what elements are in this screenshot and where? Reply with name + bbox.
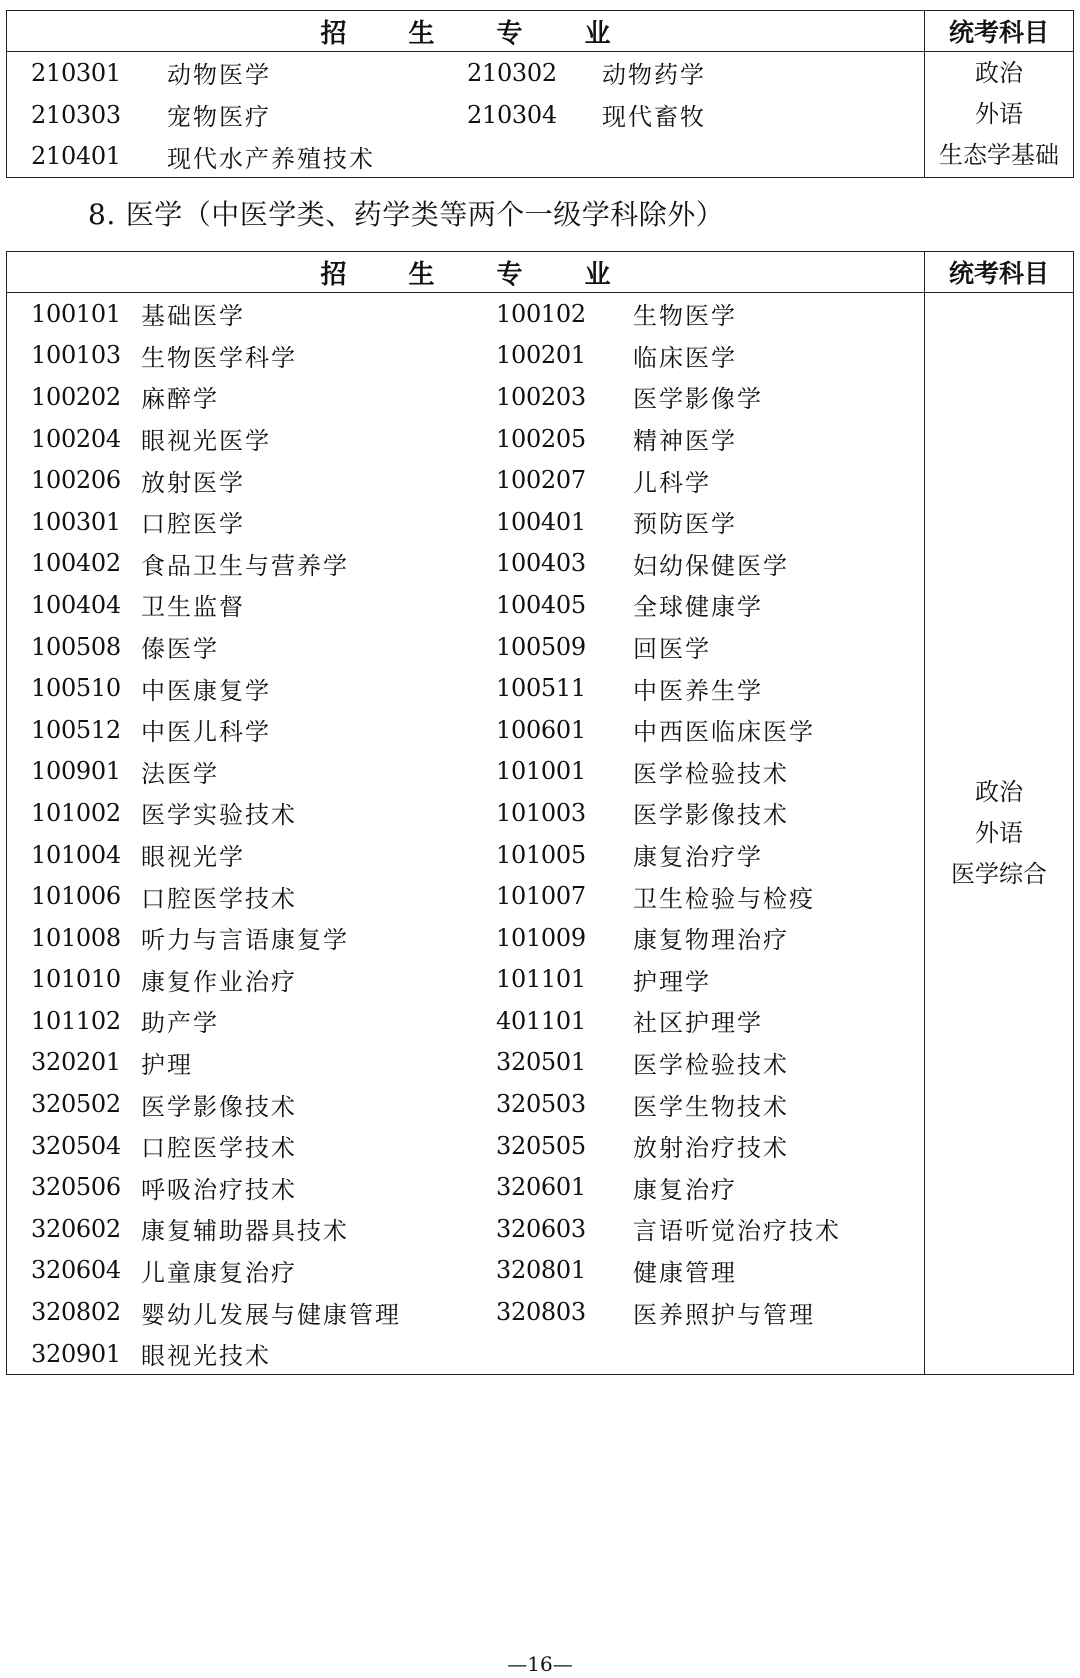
table-row [7, 543, 924, 585]
major-code: 100201 [496, 341, 586, 370]
header-char: 招 [320, 259, 347, 290]
table-row [7, 959, 924, 1001]
major-code: 100402 [31, 549, 121, 578]
table-row [7, 135, 924, 177]
table-row [7, 94, 924, 136]
major-code: 100204 [31, 424, 121, 453]
major-code: 101101 [496, 965, 586, 994]
major-name: 护理 [141, 1050, 193, 1079]
major-name: 康复治疗 [633, 1175, 737, 1204]
major-name: 现代畜牧 [602, 103, 706, 132]
table-row [7, 709, 924, 751]
major-name: 医学影像技术 [633, 801, 789, 830]
major-name: 基础医学 [141, 302, 245, 331]
table-row [7, 751, 924, 793]
major-name: 口腔医学技术 [141, 884, 297, 913]
subjects-header: 统考科目 [925, 11, 1074, 52]
major-name: 傣医学 [141, 635, 219, 664]
major-name: 食品卫生与营养学 [141, 551, 349, 580]
major-name: 预防医学 [633, 510, 737, 539]
major-name: 麻醉学 [141, 385, 219, 414]
header-char: 生 [408, 18, 435, 49]
major-name: 口腔医学 [141, 510, 245, 539]
major-name: 妇幼保健医学 [633, 551, 789, 580]
major-code: 101007 [496, 882, 586, 911]
table-row [7, 1166, 924, 1208]
major-name: 中医康复学 [141, 676, 271, 705]
major-code: 210302 [467, 58, 557, 87]
table-row [7, 1000, 924, 1042]
major-name: 中医儿科学 [141, 718, 271, 747]
major-code: 101003 [496, 798, 586, 827]
major-code: 320601 [496, 1173, 586, 1202]
table-row [7, 1208, 924, 1250]
majors-header [7, 252, 925, 293]
major-code: 100511 [496, 674, 586, 703]
major-name: 中西医临床医学 [633, 718, 815, 747]
major-code: 101001 [496, 757, 586, 786]
table-row [7, 1291, 924, 1333]
table-row [7, 501, 924, 543]
major-code: 320604 [31, 1256, 121, 1285]
major-code: 100404 [31, 590, 121, 619]
table-row [7, 293, 924, 335]
table-row [7, 626, 924, 668]
table-row [7, 792, 924, 834]
major-code: 320501 [496, 1048, 586, 1077]
exam-subject: 政治 [975, 59, 1023, 88]
major-code: 101004 [31, 840, 121, 869]
major-name: 眼视光医学 [141, 427, 271, 456]
major-code: 100901 [31, 757, 121, 786]
major-code: 100206 [31, 466, 121, 495]
major-name: 卫生检验与检疫 [633, 884, 815, 913]
major-name: 护理学 [633, 967, 711, 996]
exam-subjects [925, 52, 1074, 178]
major-code: 101010 [31, 965, 121, 994]
major-name: 动物医学 [167, 61, 271, 90]
major-name: 放射医学 [141, 468, 245, 497]
table-row [7, 1042, 924, 1084]
major-code: 320504 [31, 1131, 121, 1160]
major-name: 医学影像技术 [141, 1092, 297, 1121]
major-code: 320801 [496, 1256, 586, 1285]
major-code: 320803 [496, 1298, 586, 1327]
major-code: 320201 [31, 1048, 121, 1077]
major-name: 口腔医学技术 [141, 1134, 297, 1163]
exam-subject: 生态学基础 [939, 141, 1059, 170]
major-code: 100403 [496, 549, 586, 578]
major-name: 生物医学科学 [141, 343, 297, 372]
major-name: 儿童康复治疗 [141, 1258, 297, 1287]
major-name: 卫生监督 [141, 593, 245, 622]
major-name: 医学实验技术 [141, 801, 297, 830]
major-code: 100601 [496, 715, 586, 744]
section-title-text: 医学（中医学类、药学类等两个一级学科除外） [125, 198, 725, 231]
major-code: 100102 [496, 299, 586, 328]
majors-header [7, 11, 925, 52]
major-code: 320603 [496, 1214, 586, 1243]
major-code: 100512 [31, 715, 121, 744]
exam-subject: 医学综合 [951, 860, 1047, 889]
major-code: 210401 [31, 142, 121, 171]
major-code: 320505 [496, 1131, 586, 1160]
exam-subject: 外语 [975, 819, 1023, 848]
major-name: 放射治疗技术 [633, 1134, 789, 1163]
table-row [7, 1083, 924, 1125]
specialty-table-medicine [6, 251, 1074, 1375]
header-char: 业 [584, 259, 611, 290]
major-name: 助产学 [141, 1009, 219, 1038]
major-name: 婴幼儿发展与健康管理 [141, 1300, 401, 1329]
major-code: 320502 [31, 1090, 121, 1119]
major-code: 100202 [31, 382, 121, 411]
header-char: 专 [496, 18, 523, 49]
exam-subject: 政治 [975, 778, 1023, 807]
major-name: 眼视光技术 [141, 1342, 271, 1371]
major-code: 100508 [31, 632, 121, 661]
major-name: 回医学 [633, 635, 711, 664]
major-code: 100207 [496, 466, 586, 495]
major-name: 社区护理学 [633, 1009, 763, 1038]
major-code: 100101 [31, 299, 121, 328]
major-code: 320506 [31, 1173, 121, 1202]
major-name: 健康管理 [633, 1258, 737, 1287]
major-code: 100509 [496, 632, 586, 661]
major-code: 101102 [31, 1006, 121, 1035]
table-row [7, 917, 924, 959]
major-code: 210301 [31, 58, 121, 87]
major-code: 100405 [496, 590, 586, 619]
table-row [7, 459, 924, 501]
table-row [7, 834, 924, 876]
major-name: 法医学 [141, 759, 219, 788]
major-code: 210304 [467, 100, 557, 129]
header-char: 生 [408, 259, 435, 290]
majors-list [7, 293, 925, 1375]
table-row [7, 335, 924, 377]
table-row [7, 418, 924, 460]
table-row [7, 875, 924, 917]
major-code: 101008 [31, 923, 121, 952]
header-char: 业 [584, 18, 611, 49]
major-name: 精神医学 [633, 427, 737, 456]
major-code: 100301 [31, 507, 121, 536]
major-code: 101006 [31, 882, 121, 911]
table-row [7, 1333, 924, 1375]
page-number: —16— [507, 1652, 573, 1676]
table-row [7, 584, 924, 626]
major-code: 100205 [496, 424, 586, 453]
major-name: 眼视光学 [141, 843, 245, 872]
major-name: 医学生物技术 [633, 1092, 789, 1121]
subjects-header: 统考科目 [925, 252, 1074, 293]
table-row [7, 52, 924, 94]
major-name: 儿科学 [633, 468, 711, 497]
major-name: 中医养生学 [633, 676, 763, 705]
major-code: 210303 [31, 100, 121, 129]
exam-subjects [925, 293, 1074, 1375]
major-code: 100203 [496, 382, 586, 411]
header-char: 招 [320, 18, 347, 49]
major-code: 101002 [31, 798, 121, 827]
major-name: 听力与言语康复学 [141, 926, 349, 955]
major-code: 401101 [496, 1006, 586, 1035]
major-name: 康复辅助器具技术 [141, 1217, 349, 1246]
major-name: 全球健康学 [633, 593, 763, 622]
table-row [7, 1125, 924, 1167]
major-name: 康复作业治疗 [141, 967, 297, 996]
major-name: 医学检验技术 [633, 759, 789, 788]
major-code: 100103 [31, 341, 121, 370]
majors-list [7, 52, 925, 178]
major-code: 320802 [31, 1298, 121, 1327]
header-char: 专 [496, 259, 523, 290]
major-name: 医学影像学 [633, 385, 763, 414]
major-code: 100401 [496, 507, 586, 536]
major-name: 言语听觉治疗技术 [633, 1217, 841, 1246]
table-row [7, 1250, 924, 1292]
major-name: 临床医学 [633, 343, 737, 372]
major-name: 动物药学 [602, 61, 706, 90]
major-name: 医学检验技术 [633, 1050, 789, 1079]
major-code: 101005 [496, 840, 586, 869]
table-row [7, 376, 924, 418]
major-name: 康复治疗学 [633, 843, 763, 872]
major-name: 康复物理治疗 [633, 926, 789, 955]
major-code: 320503 [496, 1090, 586, 1119]
section-number: 8. [88, 198, 116, 231]
major-name: 生物医学 [633, 302, 737, 331]
major-code: 100510 [31, 674, 121, 703]
exam-subject: 外语 [975, 100, 1023, 129]
specialty-table-veterinary [6, 10, 1074, 178]
major-code: 320901 [31, 1339, 121, 1368]
major-name: 宠物医疗 [167, 103, 271, 132]
major-code: 101009 [496, 923, 586, 952]
table-row [7, 667, 924, 709]
major-name: 呼吸治疗技术 [141, 1175, 297, 1204]
major-code: 320602 [31, 1214, 121, 1243]
section-title [88, 193, 724, 233]
major-name: 医养照护与管理 [633, 1300, 815, 1329]
major-name: 现代水产养殖技术 [167, 144, 375, 173]
